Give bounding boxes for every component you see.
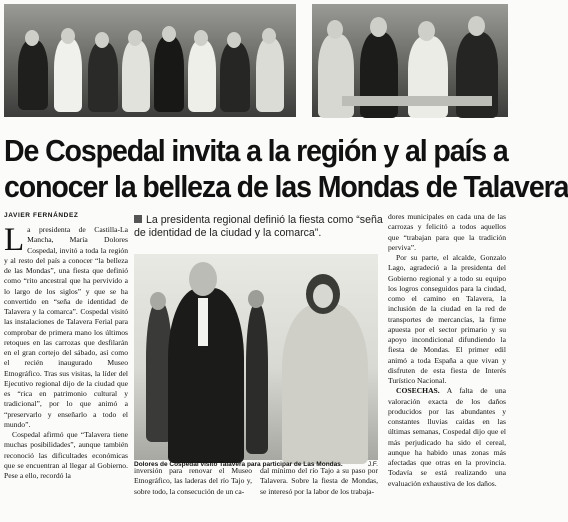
paragraph: [4, 222, 128, 430]
photo-cospedal-visit: [134, 254, 378, 460]
paragraph: [388, 386, 506, 489]
paragraph-text: A falta de una valoración exacta de los daños producidos por las abundantes y constantes lluvias caídas en las últimas semanas, Cospedal dijo que el más perjudicado ha sido el cereal, aunque ha habido unas zonas más afectadas que otras en la provincia. Todavía se está realizando una evaluación exhaustiva de los daños.: [388, 386, 506, 488]
paragraph: dores municipales en cada una de las carrozas y felicitó a todos aquellos que “trabajan para que la tradición perviva”.: [388, 212, 506, 252]
headline-line-2: conocer la belleza de las Mondas de Talavera: [4, 169, 568, 204]
section-kicker: COSECHAS.: [396, 386, 440, 396]
headline-line-1: De Cospedal invita a la región y al país a: [4, 133, 508, 168]
byline: JAVIER FERNÁNDEZ: [4, 212, 79, 219]
drop-cap: L: [4, 222, 25, 258]
article-column-3: [388, 212, 506, 489]
article-column-2a: [134, 466, 252, 497]
square-bullet-icon: [134, 215, 142, 223]
article-column-1: [4, 222, 128, 481]
article-column-2b: [260, 466, 378, 497]
paragraph-text: a presidenta de Castilla-La Mancha, María Dolores Cospedal, invitó a toda la región y al resto del país a conocer “la belleza de las Mondas”, una fiesta que definió como “rito ancestral que ha pervivido a lo largo de los siglos” y que se ha convertido en “seña de identidad de Talavera y la comarca”. Cospedal visitó las instalaciones de Talavera Ferial para comprobar de primera mano los últimos retoques en las carrozas que desfilarán en el gran cortejo del sábado, así como el recién inaugurado Museo Etnográfico. Tras sus visitas, la líder del Ejecutivo regional dijo de la ciudad que es “rica en patrimonio cultural y tradicional”, por lo que animó a “preservarlo y enseñarlo a todo el mundo”.: [4, 225, 128, 429]
photo-credit: J.F.: [367, 461, 378, 468]
paragraph: inversión para renovar el Museo Etnográfico, las laderas del río Tajo y, sobre todo, la consecución de un ca-: [134, 466, 252, 496]
paragraph: Por su parte, el alcalde, Gonzalo Lago, agradeció a la presidenta del Gobierno regional y a todo su equipo los logros conseguidos para la ciudad, como el camino en Talavera, la inclusión de la ciudad en la red de transportes de mercancías, la firme apuesta por el sector primario y su apoyo incondicional difundiendo la fiesta de Mondas. El primer edil animó a toda España a que vivan y disfruten de esta fiesta de Interés Turístico Nacional.: [388, 253, 506, 385]
paragraph: dal mínimo del río Tajo a su paso por Talavera. Sobre la fiesta de Mondas, se interesó por la labor de los trabaja-: [260, 466, 378, 496]
caption-text: Dolores de Cospedal visitó Talavera para participar de Las Mondas.: [134, 461, 343, 468]
subheadline: [134, 214, 384, 240]
subheadline-text: La presidenta regional definió la fiesta como “seña de identidad de la ciudad y la comarca”.: [134, 214, 383, 239]
photo-group-traditional-costume: [4, 4, 296, 117]
photo-officials-display: [312, 4, 508, 117]
paragraph: Cospedal afirmó que “Talavera tiene muchas posibilidades”, aunque también reconoció las dificultades económicas que se encuentran al llegar al Gobierno. Pese a ello, recordó la: [4, 430, 128, 480]
